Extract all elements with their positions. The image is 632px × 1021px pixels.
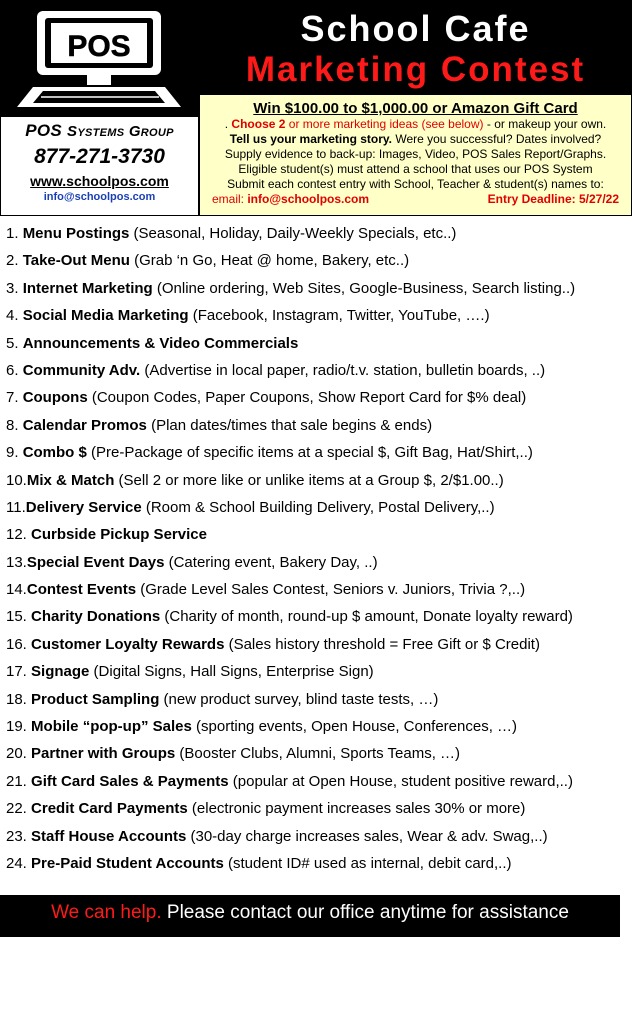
list-item <box>0 220 632 247</box>
list-item <box>0 549 632 576</box>
info-line-2 <box>200 132 631 147</box>
item-description: (sporting events, Open House, Conferences, …) <box>191 718 518 736</box>
item-title: Partner with Groups <box>31 745 176 763</box>
list-item <box>0 247 632 274</box>
company-name <box>1 121 198 141</box>
contest-email <box>212 192 369 207</box>
item-title: Social Media Marketing <box>22 307 189 325</box>
item-description: (Online ordering, Web Sites, Google-Business, Search listing..) <box>152 279 576 297</box>
item-number: 9. <box>6 444 19 462</box>
item-description: (Room & School Building Delivery, Postal Delivery,..) <box>141 498 495 516</box>
item-title: Take-Out Menu <box>22 252 130 270</box>
item-title: Charity Donations <box>31 608 161 626</box>
item-number: 20. <box>6 745 27 763</box>
item-title: Internet Marketing <box>22 279 153 297</box>
company-name-rest: Systems Group <box>67 123 174 140</box>
footer-red-text: We can help. <box>51 902 162 923</box>
title-banner <box>199 0 632 94</box>
item-number: 11. <box>6 498 26 516</box>
list-item <box>0 631 632 658</box>
info-line-1-prefix: . <box>224 117 232 131</box>
list-item <box>0 302 632 329</box>
item-number: 21. <box>6 772 27 790</box>
list-item <box>0 823 632 850</box>
item-description: (Pre-Package of specific items at a special $, Gift Bag, Hat/Shirt,..) <box>86 444 533 462</box>
info-line-1-middle: or more marketing ideas (see below) <box>285 117 484 131</box>
info-line-1 <box>200 117 631 132</box>
item-title: Signage <box>31 663 90 681</box>
item-description: (Coupon Codes, Paper Coupons, Show Report Card for $% deal) <box>87 389 527 407</box>
item-number: 22. <box>6 800 27 818</box>
info-line-1-suffix: - or makeup your own. <box>483 117 607 131</box>
item-number: 4. <box>6 307 19 325</box>
choose-two-text: Choose 2 <box>231 117 286 131</box>
item-title: Contest Events <box>26 581 137 599</box>
list-item <box>0 603 632 630</box>
pos-terminal-logo <box>13 7 185 111</box>
item-description: (Sales history threshold = Free Gift or $ Credit) <box>224 635 540 653</box>
info-line-3: Supply evidence to back-up: Images, Video, POS Sales Report/Graphs. <box>224 147 607 161</box>
list-item <box>0 795 632 822</box>
list-item <box>0 658 632 685</box>
entry-deadline: Entry Deadline: 5/27/22 <box>487 192 619 206</box>
item-description: (new product survey, blind taste tests, …) <box>159 690 439 708</box>
item-title: Community Adv. <box>22 361 141 379</box>
item-title: Menu Postings <box>22 225 130 242</box>
item-number: 13. <box>6 553 27 571</box>
email-deadline-row <box>200 192 631 208</box>
item-title: Gift Card Sales & Payments <box>31 772 229 790</box>
item-number: 12. <box>6 526 27 544</box>
item-title: Coupons <box>22 389 88 407</box>
item-description: (Charity of month, round-up $ amount, Donate loyalty reward) <box>160 608 573 626</box>
title-line-1: School Cafe <box>300 8 531 49</box>
marketing-ideas-list <box>0 220 632 877</box>
item-number: 7. <box>6 389 19 407</box>
item-number: 18. <box>6 690 27 708</box>
item-title: Combo $ <box>22 444 87 462</box>
item-description: (Booster Clubs, Alumni, Sports Teams, …) <box>175 745 461 763</box>
company-name-first: POS <box>25 121 68 140</box>
marketing-story-text: Tell us your marketing story. <box>229 132 393 146</box>
info-line-4: Eligible student(s) must attend a school that uses our POS System <box>238 162 593 176</box>
item-number: 2. <box>6 252 19 270</box>
item-description: (Sell 2 or more like or unlike items at a Group $, 2/$1.00..) <box>114 471 504 489</box>
item-description: (Catering event, Bakery Day, ..) <box>164 553 378 571</box>
list-item <box>0 467 632 494</box>
item-title: Mobile “pop-up” Sales <box>31 718 192 736</box>
item-title: Announcements & Video Commercials <box>22 334 299 352</box>
list-item <box>0 439 632 466</box>
header <box>0 0 632 216</box>
item-description: (30-day charge increases sales, Wear & adv. Swag,..) <box>186 827 548 845</box>
logo-area <box>1 1 198 117</box>
contest-email-link[interactable]: info@schoolpos.com <box>247 192 370 206</box>
list-item <box>0 768 632 795</box>
item-title: Delivery Service <box>25 498 142 516</box>
item-title: Pre-Paid Student Accounts <box>31 854 224 872</box>
list-item <box>0 850 632 877</box>
list-item <box>0 740 632 767</box>
item-description: (student ID# used as internal, debit card,..) <box>223 854 512 872</box>
contest-info <box>199 94 632 216</box>
item-number: 10. <box>6 471 27 489</box>
item-description: (Plan dates/times that sale begins & ends) <box>146 416 433 434</box>
item-description: (popular at Open House, student positive reward,..) <box>228 772 573 790</box>
list-item <box>0 521 632 548</box>
item-number: 14. <box>6 581 27 599</box>
item-number: 16. <box>6 635 27 653</box>
item-number: 5. <box>6 334 19 352</box>
item-number: 19. <box>6 718 27 736</box>
item-description: (electronic payment increases sales 30% or more) <box>187 800 526 818</box>
item-number: 23. <box>6 827 27 845</box>
item-title: Customer Loyalty Rewards <box>31 635 225 653</box>
item-description: (Digital Signs, Hall Signs, Enterprise Sign) <box>89 663 374 681</box>
company-email-link[interactable]: info@schoolpos.com <box>43 191 156 203</box>
list-item <box>0 494 632 521</box>
item-number: 8. <box>6 416 19 434</box>
list-item <box>0 275 632 302</box>
list-item <box>0 686 632 713</box>
logo-text: POS <box>67 30 131 63</box>
title-line-2: Marketing Contest <box>245 50 586 89</box>
item-description: (Advertise in local paper, radio/t.v. station, bulletin boards, ..) <box>140 361 546 379</box>
item-title: Special Event Days <box>26 553 165 571</box>
list-item <box>0 330 632 357</box>
item-number: 24. <box>6 854 27 872</box>
list-item <box>0 357 632 384</box>
item-number: 6. <box>6 361 19 379</box>
item-number: 3. <box>6 279 19 297</box>
footer-white-text: Please contact our office anytime for assistance <box>161 902 569 923</box>
list-item <box>0 576 632 603</box>
prize-heading: Win $100.00 to $1,000.00 or Amazon Gift Card <box>253 100 578 117</box>
list-item <box>0 412 632 439</box>
footer-banner <box>0 895 620 937</box>
list-item <box>0 713 632 740</box>
item-description: (Grab ‘n Go, Heat @ home, Bakery, etc..) <box>129 252 410 270</box>
item-number: 1. <box>6 225 19 242</box>
item-title: Calendar Promos <box>22 416 147 434</box>
item-title: Staff House Accounts <box>31 827 187 845</box>
info-line-2-rest: Were you successful? Dates involved? <box>392 132 602 146</box>
company-phone: 877-271-3730 <box>34 145 165 168</box>
item-description: (Facebook, Instagram, Twitter, YouTube, ….) <box>188 307 490 325</box>
item-title: Mix & Match <box>26 471 115 489</box>
item-number: 15. <box>6 608 27 626</box>
website-link[interactable]: www.schoolpos.com <box>30 173 169 189</box>
item-title: Product Sampling <box>31 690 160 708</box>
item-number: 17. <box>6 663 27 681</box>
list-item <box>0 384 632 411</box>
item-title: Credit Card Payments <box>31 800 188 818</box>
item-description: (Grade Level Sales Contest, Seniors v. Juniors, Trivia ?,..) <box>136 581 526 599</box>
item-title: Curbside Pickup Service <box>31 526 207 544</box>
info-line-5: Submit each contest entry with School, Teacher & student(s) names to: <box>227 177 604 191</box>
email-label: email: <box>212 192 248 206</box>
item-description: (Seasonal, Holiday, Daily-Weekly Specials, etc..) <box>129 225 457 242</box>
company-card <box>0 0 199 216</box>
